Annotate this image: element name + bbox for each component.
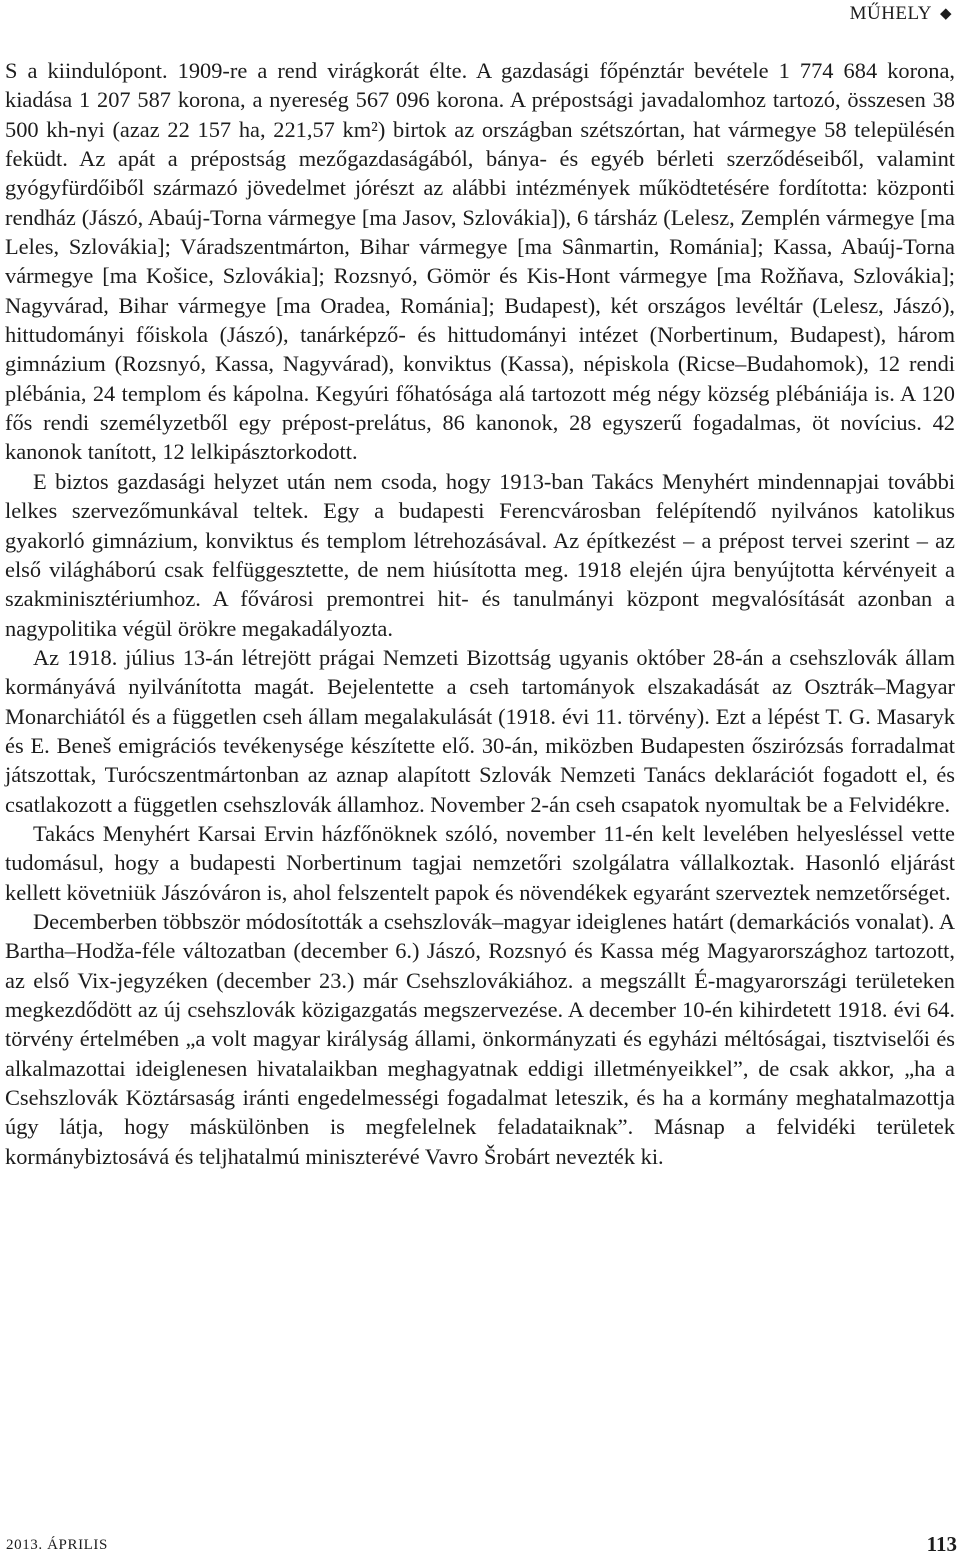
article-body [5, 56, 955, 1171]
page-number: 113 [926, 1532, 957, 1556]
issue-date: 2013. ÁPRILIS [6, 1537, 108, 1553]
diamond-icon: ◆ [939, 5, 952, 22]
paragraph-2: E biztos gazdasági helyzet után nem csoda, hogy 1913-ban Takács Menyhért mindennapjai további lelkes szervezőmunkával teltek. Egy a budapesti Ferencvárosban felépítendő nyilvános katolikus gyakorló gimnázium, konviktus és templom létrehozásával. Az építkezést – a prépost tervei szerint – az első világháború csak felfüggesztette, de nem hiúsította meg. 1918 elején újra benyújtotta kérvényeit a szakminisztériumhoz. A fővárosi premontrei hit- és tanulmányi központ megvalósítását azonban a nagypolitika végül örökre megakadályozta. [5, 468, 955, 641]
paragraph-3: Az 1918. július 13-án létrejött prágai Nemzeti Bizottság ugyanis október 28-án a csehszlovák állam kormányává nyilvánította magát. Bejelentette a cseh tartományok elszakadását az Osztrák–Magyar Monarchiától és a független cseh állam megalakulását (1918. évi 11. törvény). Ezt a lépést T. G. Masaryk és E. Beneš emigrációs tevékenysége készítette elő. 30-án, miközben Budapesten őszirózsás forradalmat játszottak, Turócszentmártonban az aznap alapított Szlovák Nemzeti Tanács deklarációt fogadott el, és csatlakozott a független csehszlovák államhoz. November 2-án cseh csapatok nyomultak be a Felvidékre. [5, 644, 955, 817]
section-title: MŰHELY [849, 3, 932, 24]
paragraph-1: S a kiindulópont. 1909-re a rend virágkorát élte. A gazdasági főpénztár bevétele 1 774 684 korona, kiadása 1 207 587 korona, a nyereség 567 096 korona. A prépostsági javadalomhoz tartozó, összesen 38 500 kh-nyi (azaz 22 157 ha, 221,57 km²) birtok az országban szétszórtan, hat vármegye 58 településén feküdt. Az apát a prépostság mezőgazdaságából, bánya- és egyéb bérleti szerződéseiből, valamint gyógyfürdőiből származó jövedelmet jórészt az alábbi intézmények működtetésére fordította: központi rendház (Jászó, Abaúj-Torna vármegye [ma Jasov, Szlovákia]), 6 társház (Lelesz, Zemplén vármegye [ma Leles, Szlovákia]; Váradszentmárton, Bihar vármegye [ma Sânmartin, Románia]; Kassa, Abaúj-Torna vármegye [ma Košice, Szlovákia]; Rozsnyó, Gömör és Kis-Hont vármegye [ma Rožňava, Szlovákia]; Nagyvárad, Bihar vármegye [ma Oradea, Románia]; Budapest), két országos levéltár (Lelesz, Jászó), hittudományi főiskola (Jászó), tanárképző- és hittudományi intézet (Norbertinum, Budapest), három gimnázium (Rozsnyó, Kassa, Nagyvárad), konviktus (Kassa), népiskola (Ricse–Budahomok), 12 rendi plébánia, 24 templom és kápolna. Kegyúri főhatósága alá tartozott még négy község plébániája is. A 120 fős rendi személyzetből egy prépost-prelátus, 86 kanonok, 28 egyszerű fogadalmas, öt novícius. 42 kanonok tanított, 12 lelkipásztorkodott. [5, 58, 955, 465]
paragraph-4: Takács Menyhért Karsai Ervin házfőnöknek szóló, november 11-én kelt levelében helyesléssel vette tudomásul, hogy a budapesti Norbertinum tagjai nemzetőri szolgálatra vállalkoztak. Hasonló eljárást kellett követniük Jászóváron is, ahol felszentelt papok és növendékek egyaránt szerveztek nemzetőrséget. [5, 820, 955, 905]
paragraph-5: Decemberben többször módosították a csehszlovák–magyar ideiglenes határt (demarkációs vonalat). A Bartha–Hodža-féle változatban (december 6.) Jászó, Rozsnyó és Kassa még Magyarországhoz tartozott, az első Vix-jegyzéken (december 23.) már Csehszlovákiához. a megszállt É-magyarországi területeken megkezdődött az új csehszlovák közigazgatás megszervezése. A december 10-én kihirdetett 1918. évi 64. törvény értelmében „a volt magyar királyság állami, önkormányzati és egyházi méltóságai, tisztviselői és alkalmazottai ideiglenesen hivatalaikban meghagyatnak eddigi illetményeikkel”, de csak akkor, „ha a Csehszlovák Köztársaság iránti engedelmességi fogadalmat leteszik, és ha a kormány meghatalmazottja úgy látja, hogy máskülönben is megfelelnek feladataiknak”. Másnap a felvidéki területek kormánybiztosává és teljhatalmú miniszterévé Vavro Šrobárt nevezték ki. [5, 908, 955, 1169]
running-header [850, 3, 952, 25]
